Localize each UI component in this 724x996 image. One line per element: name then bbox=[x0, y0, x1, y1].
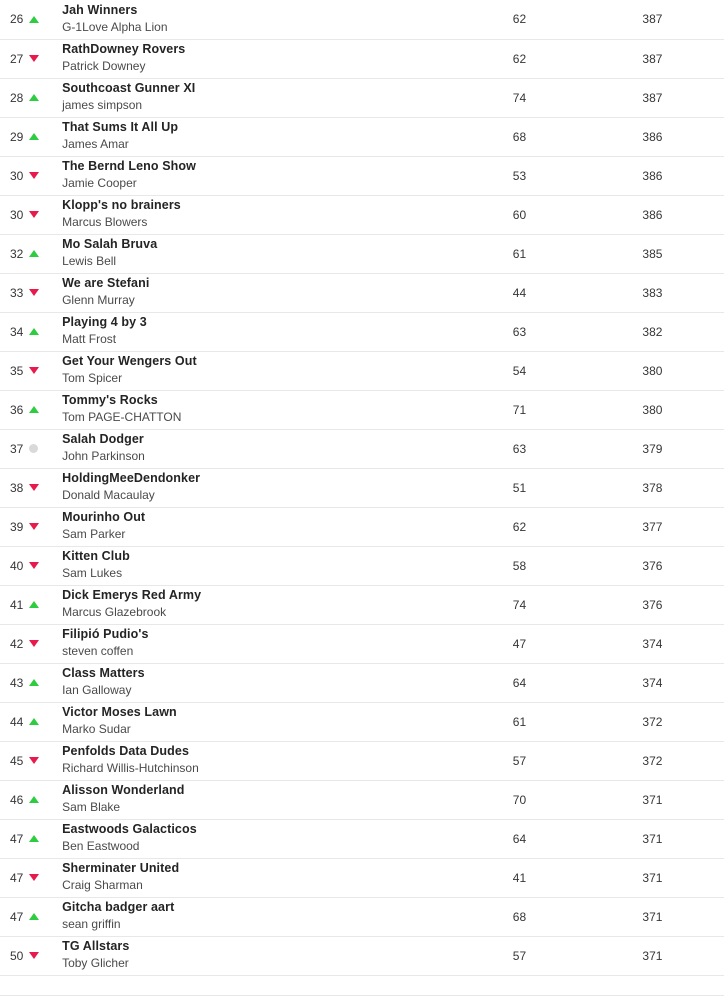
team-cell[interactable] bbox=[49, 78, 458, 117]
rank-cell bbox=[0, 936, 49, 975]
team-cell[interactable] bbox=[49, 624, 458, 663]
gameweek-points: 62 bbox=[512, 519, 527, 534]
total-points: 374 bbox=[642, 636, 663, 651]
team-name[interactable]: Alisson Wonderland bbox=[62, 783, 185, 798]
rank-number: 36 bbox=[10, 402, 24, 417]
total-points: 376 bbox=[642, 597, 663, 612]
team-name[interactable]: Gitcha badger aart bbox=[62, 900, 175, 915]
rank-cell bbox=[0, 702, 49, 741]
movement-up-icon bbox=[29, 328, 39, 335]
rank-cell bbox=[0, 624, 49, 663]
manager-name: Sam Blake bbox=[62, 800, 121, 815]
team-name[interactable]: Mo Salah Bruva bbox=[62, 237, 158, 252]
rank-cell bbox=[0, 897, 49, 936]
team-name[interactable]: Jah Winners bbox=[62, 3, 138, 18]
gameweek-points: 57 bbox=[512, 948, 527, 963]
movement-down-icon bbox=[29, 172, 39, 179]
rank-cell bbox=[0, 195, 49, 234]
gameweek-points: 44 bbox=[512, 285, 527, 300]
table-row[interactable] bbox=[0, 117, 724, 156]
rank-cell bbox=[0, 741, 49, 780]
table-row[interactable] bbox=[0, 156, 724, 195]
team-name[interactable]: Filipió Pudio's bbox=[62, 627, 149, 642]
team-cell[interactable] bbox=[49, 39, 458, 78]
rank-cell bbox=[0, 312, 49, 351]
movement-up-icon bbox=[29, 250, 39, 257]
table-row[interactable] bbox=[0, 195, 724, 234]
total-points: 383 bbox=[642, 285, 663, 300]
team-cell[interactable] bbox=[49, 936, 458, 975]
gameweek-points: 74 bbox=[512, 90, 527, 105]
table-row[interactable] bbox=[0, 663, 724, 702]
rank-number: 50 bbox=[10, 948, 24, 963]
rank-number: 38 bbox=[10, 480, 24, 495]
rank-cell bbox=[0, 546, 49, 585]
total-points: 372 bbox=[642, 753, 663, 768]
movement-down-icon bbox=[29, 523, 39, 530]
gameweek-points: 63 bbox=[512, 324, 527, 339]
manager-name: Tom PAGE-CHATTON bbox=[62, 410, 182, 425]
team-name[interactable]: Tommy's Rocks bbox=[62, 393, 158, 408]
gameweek-points: 54 bbox=[512, 363, 527, 378]
rank-number: 43 bbox=[10, 675, 24, 690]
team-name[interactable]: That Sums It All Up bbox=[62, 120, 179, 135]
rank-number: 47 bbox=[10, 831, 24, 846]
movement-down-icon bbox=[29, 757, 39, 764]
team-name[interactable]: Playing 4 by 3 bbox=[62, 315, 147, 330]
rank-number: 40 bbox=[10, 558, 24, 573]
team-name[interactable]: The Bernd Leno Show bbox=[62, 159, 196, 174]
team-cell[interactable] bbox=[49, 585, 458, 624]
rank-cell bbox=[0, 780, 49, 819]
rank-cell bbox=[0, 156, 49, 195]
total-points: 386 bbox=[642, 207, 663, 222]
total-points: 376 bbox=[642, 558, 663, 573]
table-row[interactable] bbox=[0, 468, 724, 507]
movement-same-icon bbox=[29, 444, 38, 453]
table-row[interactable] bbox=[0, 78, 724, 117]
manager-name: Matt Frost bbox=[62, 332, 117, 347]
rank-number: 46 bbox=[10, 792, 24, 807]
team-name[interactable]: TG Allstars bbox=[62, 939, 130, 954]
table-row[interactable] bbox=[0, 39, 724, 78]
rank-number: 37 bbox=[10, 441, 24, 456]
team-name[interactable]: RathDowney Rovers bbox=[62, 42, 186, 57]
gameweek-points: 74 bbox=[512, 597, 527, 612]
movement-down-icon bbox=[29, 952, 39, 959]
total-points: 371 bbox=[642, 792, 663, 807]
movement-up-icon bbox=[29, 16, 39, 23]
manager-name: Richard Willis-Hutchinson bbox=[62, 761, 199, 776]
gameweek-points: 51 bbox=[512, 480, 527, 495]
movement-down-icon bbox=[29, 484, 39, 491]
team-cell[interactable] bbox=[49, 312, 458, 351]
rank-number: 42 bbox=[10, 636, 24, 651]
movement-up-icon bbox=[29, 796, 39, 803]
manager-name: Sam Parker bbox=[62, 527, 126, 542]
table-row[interactable] bbox=[0, 702, 724, 741]
team-cell[interactable] bbox=[49, 234, 458, 273]
table-row[interactable] bbox=[0, 585, 724, 624]
rank-cell bbox=[0, 819, 49, 858]
rank-number: 30 bbox=[10, 207, 24, 222]
table-row[interactable] bbox=[0, 780, 724, 819]
table-row[interactable] bbox=[0, 390, 724, 429]
rank-cell bbox=[0, 663, 49, 702]
rank-number: 32 bbox=[10, 246, 24, 261]
team-name[interactable]: We are Stefani bbox=[62, 276, 150, 291]
rank-cell bbox=[0, 273, 49, 312]
movement-up-icon bbox=[29, 94, 39, 101]
gameweek-points: 62 bbox=[512, 51, 527, 66]
team-cell[interactable] bbox=[49, 429, 458, 468]
gameweek-points: 68 bbox=[512, 129, 527, 144]
team-name[interactable]: Victor Moses Lawn bbox=[62, 705, 177, 720]
manager-name: Tom Spicer bbox=[62, 371, 123, 386]
rank-number: 30 bbox=[10, 168, 24, 183]
rank-cell bbox=[0, 858, 49, 897]
team-name[interactable]: Get Your Wengers Out bbox=[62, 354, 197, 369]
team-name[interactable]: Kitten Club bbox=[62, 549, 130, 564]
rank-cell bbox=[0, 390, 49, 429]
gameweek-points: 57 bbox=[512, 753, 527, 768]
total-points: 371 bbox=[642, 948, 663, 963]
team-cell[interactable] bbox=[49, 858, 458, 897]
team-cell[interactable] bbox=[49, 156, 458, 195]
total-points: 387 bbox=[642, 90, 663, 105]
team-name[interactable]: Mourinho Out bbox=[62, 510, 146, 525]
rank-cell bbox=[0, 0, 49, 39]
manager-name: Toby Glicher bbox=[62, 956, 129, 971]
gameweek-points: 58 bbox=[512, 558, 527, 573]
rank-cell bbox=[0, 39, 49, 78]
manager-name: Ben Eastwood bbox=[62, 839, 140, 854]
team-cell[interactable] bbox=[49, 702, 458, 741]
rank-number: 41 bbox=[10, 597, 24, 612]
gameweek-points: 61 bbox=[512, 714, 527, 729]
movement-up-icon bbox=[29, 835, 39, 842]
team-cell[interactable] bbox=[49, 468, 458, 507]
team-cell[interactable] bbox=[49, 390, 458, 429]
total-points: 371 bbox=[642, 909, 663, 924]
team-cell[interactable] bbox=[49, 546, 458, 585]
rank-cell bbox=[0, 78, 49, 117]
team-name[interactable]: Penfolds Data Dudes bbox=[62, 744, 190, 759]
movement-down-icon bbox=[29, 211, 39, 218]
rank-cell bbox=[0, 468, 49, 507]
movement-up-icon bbox=[29, 601, 39, 608]
gameweek-points: 53 bbox=[512, 168, 527, 183]
gameweek-points: 64 bbox=[512, 831, 527, 846]
gameweek-points: 68 bbox=[512, 909, 527, 924]
table-row[interactable] bbox=[0, 858, 724, 897]
rank-cell bbox=[0, 234, 49, 273]
team-cell[interactable] bbox=[49, 819, 458, 858]
gameweek-points: 63 bbox=[512, 441, 527, 456]
team-cell[interactable] bbox=[49, 195, 458, 234]
team-cell[interactable] bbox=[49, 117, 458, 156]
manager-name: Patrick Downey bbox=[62, 59, 146, 74]
manager-name: Marko Sudar bbox=[62, 722, 131, 737]
total-points: 377 bbox=[642, 519, 663, 534]
team-name[interactable]: HoldingMeeDendonker bbox=[62, 471, 201, 486]
rank-number: 33 bbox=[10, 285, 24, 300]
manager-name: sean griffin bbox=[62, 917, 121, 932]
rank-cell bbox=[0, 429, 49, 468]
gameweek-points: 62 bbox=[512, 12, 527, 27]
total-points: 380 bbox=[642, 363, 663, 378]
manager-name: Ian Galloway bbox=[62, 683, 132, 698]
table-row[interactable] bbox=[0, 234, 724, 273]
rank-number: 47 bbox=[10, 870, 24, 885]
movement-down-icon bbox=[29, 55, 39, 62]
table-row[interactable] bbox=[0, 312, 724, 351]
manager-name: G-1Love Alpha Lion bbox=[62, 19, 168, 34]
total-points: 385 bbox=[642, 246, 663, 261]
rank-cell bbox=[0, 507, 49, 546]
movement-down-icon bbox=[29, 874, 39, 881]
table-row[interactable] bbox=[0, 0, 724, 39]
rank-number: 39 bbox=[10, 519, 24, 534]
rank-number: 29 bbox=[10, 129, 24, 144]
team-cell[interactable] bbox=[49, 0, 458, 39]
team-cell[interactable] bbox=[49, 741, 458, 780]
table-row[interactable] bbox=[0, 624, 724, 663]
total-points: 387 bbox=[642, 51, 663, 66]
rank-number: 34 bbox=[10, 324, 24, 339]
rank-number: 44 bbox=[10, 714, 24, 729]
gameweek-points: 41 bbox=[512, 870, 527, 885]
rank-number: 45 bbox=[10, 753, 24, 768]
table-footer-spacer bbox=[0, 975, 724, 995]
rank-cell bbox=[0, 585, 49, 624]
movement-down-icon bbox=[29, 562, 39, 569]
total-points: 374 bbox=[642, 675, 663, 690]
rank-cell bbox=[0, 351, 49, 390]
manager-name: Donald Macaulay bbox=[62, 488, 155, 503]
movement-down-icon bbox=[29, 367, 39, 374]
team-cell[interactable] bbox=[49, 351, 458, 390]
manager-name: Jamie Cooper bbox=[62, 176, 137, 191]
spacer-cell bbox=[0, 975, 724, 995]
manager-name: james simpson bbox=[62, 98, 143, 113]
team-cell[interactable] bbox=[49, 780, 458, 819]
team-cell[interactable] bbox=[49, 897, 458, 936]
team-name[interactable]: Klopp's no brainers bbox=[62, 198, 181, 213]
total-points: 380 bbox=[642, 402, 663, 417]
rank-number: 28 bbox=[10, 90, 24, 105]
movement-up-icon bbox=[29, 913, 39, 920]
team-name[interactable]: Southcoast Gunner XI bbox=[62, 81, 196, 96]
rank-number: 47 bbox=[10, 909, 24, 924]
table-row[interactable] bbox=[0, 897, 724, 936]
team-name[interactable]: Dick Emerys Red Army bbox=[62, 588, 202, 603]
team-name[interactable]: Class Matters bbox=[62, 666, 145, 681]
team-cell[interactable] bbox=[49, 273, 458, 312]
table-row[interactable] bbox=[0, 546, 724, 585]
total-points: 371 bbox=[642, 831, 663, 846]
movement-up-icon bbox=[29, 133, 39, 140]
team-name[interactable]: Eastwoods Galacticos bbox=[62, 822, 197, 837]
gameweek-points: 71 bbox=[512, 402, 527, 417]
movement-up-icon bbox=[29, 406, 39, 413]
rank-number: 35 bbox=[10, 363, 24, 378]
table-row[interactable] bbox=[0, 819, 724, 858]
gameweek-points: 70 bbox=[512, 792, 527, 807]
total-points: 371 bbox=[642, 870, 663, 885]
gameweek-points: 61 bbox=[512, 246, 527, 261]
movement-up-icon bbox=[29, 718, 39, 725]
table-row[interactable] bbox=[0, 936, 724, 975]
movement-down-icon bbox=[29, 289, 39, 296]
table-row[interactable] bbox=[0, 351, 724, 390]
gameweek-points: 64 bbox=[512, 675, 527, 690]
table-row[interactable] bbox=[0, 741, 724, 780]
team-cell[interactable] bbox=[49, 663, 458, 702]
total-points: 379 bbox=[642, 441, 663, 456]
table-row[interactable] bbox=[0, 429, 724, 468]
gameweek-points: 47 bbox=[512, 636, 527, 651]
manager-name: Marcus Blowers bbox=[62, 215, 148, 230]
movement-up-icon bbox=[29, 679, 39, 686]
rank-cell bbox=[0, 117, 49, 156]
manager-name: John Parkinson bbox=[62, 449, 145, 464]
manager-name: Glenn Murray bbox=[62, 293, 135, 308]
movement-down-icon bbox=[29, 640, 39, 647]
rank-number: 27 bbox=[10, 51, 24, 66]
team-name[interactable]: Sherminater United bbox=[62, 861, 180, 876]
manager-name: Sam Lukes bbox=[62, 566, 123, 581]
manager-name: Marcus Glazebrook bbox=[62, 605, 167, 620]
table-row[interactable] bbox=[0, 507, 724, 546]
total-points: 372 bbox=[642, 714, 663, 729]
gameweek-points: 60 bbox=[512, 207, 527, 222]
rank-number: 26 bbox=[10, 12, 24, 27]
manager-name: Lewis Bell bbox=[62, 254, 117, 269]
total-points: 382 bbox=[642, 324, 663, 339]
total-points: 386 bbox=[642, 129, 663, 144]
total-points: 378 bbox=[642, 480, 663, 495]
manager-name: Craig Sharman bbox=[62, 878, 143, 893]
manager-name: steven coffen bbox=[62, 644, 134, 659]
total-points: 386 bbox=[642, 168, 663, 183]
team-name[interactable]: Salah Dodger bbox=[62, 432, 144, 447]
total-points: 387 bbox=[642, 12, 663, 27]
manager-name: James Amar bbox=[62, 137, 129, 152]
table-row[interactable] bbox=[0, 273, 724, 312]
team-cell[interactable] bbox=[49, 507, 458, 546]
